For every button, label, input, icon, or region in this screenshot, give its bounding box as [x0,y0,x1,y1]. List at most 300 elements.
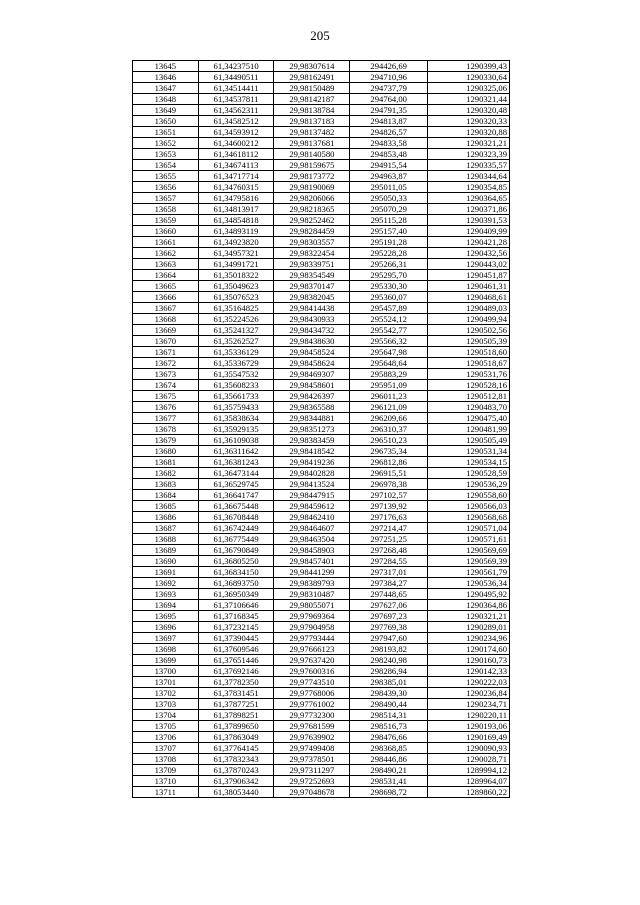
x-coordinate-cell: 298490,44 [350,699,428,710]
x-coordinate-cell: 297384,27 [350,578,428,589]
x-coordinate-cell: 296310,37 [350,424,428,435]
table-row [133,325,510,336]
latitude-cell: 61,36790849 [198,545,274,556]
x-coordinate-cell: 295951,09 [350,380,428,391]
latitude-cell: 61,34674113 [198,160,274,171]
y-coordinate-cell: 1290505,39 [428,336,510,347]
latitude-cell: 61,35838634 [198,413,274,424]
table-row [133,479,510,490]
latitude-cell: 61,34991721 [198,259,274,270]
longitude-cell: 29,98138784 [274,105,350,116]
longitude-cell: 29,98354549 [274,270,350,281]
y-coordinate-cell: 1290391,53 [428,215,510,226]
x-coordinate-cell: 295115,28 [350,215,428,226]
point-number-cell: 13650 [133,116,199,127]
y-coordinate-cell: 1290320,88 [428,127,510,138]
x-coordinate-cell: 295542,77 [350,325,428,336]
table-row [133,204,510,215]
y-coordinate-cell: 1289964,07 [428,776,510,787]
x-coordinate-cell: 294915,54 [350,160,428,171]
table-row [133,61,510,72]
y-coordinate-cell: 1290344,64 [428,171,510,182]
table-row [133,600,510,611]
longitude-cell: 29,98218365 [274,204,350,215]
y-coordinate-cell: 1290534,15 [428,457,510,468]
longitude-cell: 29,98140580 [274,149,350,160]
y-coordinate-cell: 1290443,02 [428,259,510,270]
y-coordinate-cell: 1290354,85 [428,182,510,193]
table-row [133,688,510,699]
table-row [133,149,510,160]
y-coordinate-cell: 1290432,56 [428,248,510,259]
longitude-cell: 29,98458524 [274,347,350,358]
point-number-cell: 13693 [133,589,199,600]
longitude-cell: 29,98137183 [274,116,350,127]
point-number-cell: 13706 [133,732,199,743]
table-row [133,193,510,204]
y-coordinate-cell: 1290451,87 [428,270,510,281]
table-row [133,776,510,787]
latitude-cell: 61,34813917 [198,204,274,215]
x-coordinate-cell: 295647,98 [350,347,428,358]
point-number-cell: 13681 [133,457,199,468]
longitude-cell: 29,97761002 [274,699,350,710]
x-coordinate-cell: 297317,01 [350,567,428,578]
longitude-cell: 29,98252462 [274,215,350,226]
table-row [133,710,510,721]
latitude-cell: 61,34514411 [198,83,274,94]
y-coordinate-cell: 1290558,60 [428,490,510,501]
table-row [133,292,510,303]
latitude-cell: 61,35076523 [198,292,274,303]
latitude-cell: 61,36775449 [198,534,274,545]
table-row [133,160,510,171]
longitude-cell: 29,98430933 [274,314,350,325]
longitude-cell: 29,98137482 [274,127,350,138]
y-coordinate-cell: 1289860,22 [428,787,510,798]
y-coordinate-cell: 1290335,57 [428,160,510,171]
longitude-cell: 29,98190069 [274,182,350,193]
y-coordinate-cell: 1290325,06 [428,83,510,94]
longitude-cell: 29,98310487 [274,589,350,600]
point-number-cell: 13649 [133,105,199,116]
x-coordinate-cell: 298490,21 [350,765,428,776]
table-row [133,655,510,666]
longitude-cell: 29,98457401 [274,556,350,567]
point-number-cell: 13668 [133,314,199,325]
longitude-cell: 29,98438630 [274,336,350,347]
latitude-cell: 61,36742449 [198,523,274,534]
latitude-cell: 61,34717714 [198,171,274,182]
latitude-cell: 61,37692146 [198,666,274,677]
latitude-cell: 61,36950349 [198,589,274,600]
table-row [133,413,510,424]
latitude-cell: 61,34957321 [198,248,274,259]
latitude-cell: 61,34582512 [198,116,274,127]
x-coordinate-cell: 298368,85 [350,743,428,754]
y-coordinate-cell: 1290569,39 [428,556,510,567]
latitude-cell: 61,34490511 [198,72,274,83]
latitude-cell: 61,37870243 [198,765,274,776]
point-number-cell: 13648 [133,94,199,105]
longitude-cell: 29,98150489 [274,83,350,94]
table-row [133,391,510,402]
table-row [133,94,510,105]
latitude-cell: 61,38053440 [198,787,274,798]
x-coordinate-cell: 298286,94 [350,666,428,677]
longitude-cell: 29,98426397 [274,391,350,402]
x-coordinate-cell: 295157,40 [350,226,428,237]
table-row [133,380,510,391]
table-row [133,765,510,776]
x-coordinate-cell: 294813,87 [350,116,428,127]
longitude-cell: 29,98173772 [274,171,350,182]
table-row [133,611,510,622]
y-coordinate-cell: 1290169,49 [428,732,510,743]
latitude-cell: 61,35336129 [198,347,274,358]
point-number-cell: 13666 [133,292,199,303]
longitude-cell: 29,98441299 [274,567,350,578]
longitude-cell: 29,98351273 [274,424,350,435]
point-number-cell: 13688 [133,534,199,545]
point-number-cell: 13694 [133,600,199,611]
point-number-cell: 13645 [133,61,199,72]
y-coordinate-cell: 1290512,81 [428,391,510,402]
latitude-cell: 61,35336729 [198,358,274,369]
table-row [133,182,510,193]
x-coordinate-cell: 294710,96 [350,72,428,83]
x-coordinate-cell: 295191,28 [350,237,428,248]
x-coordinate-cell: 297251,25 [350,534,428,545]
point-number-cell: 13671 [133,347,199,358]
y-coordinate-cell: 1290222,03 [428,677,510,688]
x-coordinate-cell: 297139,92 [350,501,428,512]
point-number-cell: 13710 [133,776,199,787]
latitude-cell: 61,36311642 [198,446,274,457]
y-coordinate-cell: 1290090,93 [428,743,510,754]
latitude-cell: 61,37232145 [198,622,274,633]
y-coordinate-cell: 1290571,04 [428,523,510,534]
point-number-cell: 13676 [133,402,199,413]
latitude-cell: 61,37831451 [198,688,274,699]
point-number-cell: 13661 [133,237,199,248]
longitude-cell: 29,98462410 [274,512,350,523]
table-row [133,677,510,688]
longitude-cell: 29,98383459 [274,435,350,446]
latitude-cell: 61,37609546 [198,644,274,655]
y-coordinate-cell: 1290561,79 [428,567,510,578]
x-coordinate-cell: 298446,86 [350,754,428,765]
latitude-cell: 61,34923820 [198,237,274,248]
y-coordinate-cell: 1290468,61 [428,292,510,303]
point-number-cell: 13697 [133,633,199,644]
longitude-cell: 29,97048678 [274,787,350,798]
point-number-cell: 13674 [133,380,199,391]
latitude-cell: 61,36675448 [198,501,274,512]
point-number-cell: 13669 [133,325,199,336]
table-row [133,567,510,578]
table-row [133,116,510,127]
longitude-cell: 29,98463504 [274,534,350,545]
y-coordinate-cell: 1290160,73 [428,655,510,666]
x-coordinate-cell: 295457,89 [350,303,428,314]
latitude-cell: 61,37832343 [198,754,274,765]
longitude-cell: 29,98370147 [274,281,350,292]
longitude-cell: 29,98414438 [274,303,350,314]
table-row [133,490,510,501]
y-coordinate-cell: 1290364,65 [428,193,510,204]
latitude-cell: 61,36641747 [198,490,274,501]
y-coordinate-cell: 1290371,86 [428,204,510,215]
latitude-cell: 61,34237510 [198,61,274,72]
point-number-cell: 13660 [133,226,199,237]
x-coordinate-cell: 298531,41 [350,776,428,787]
point-number-cell: 13670 [133,336,199,347]
latitude-cell: 61,35164825 [198,303,274,314]
point-number-cell: 13657 [133,193,199,204]
latitude-cell: 61,37906342 [198,776,274,787]
x-coordinate-cell: 298516,73 [350,721,428,732]
latitude-cell: 61,37106646 [198,600,274,611]
longitude-cell: 29,98458624 [274,358,350,369]
y-coordinate-cell: 1290399,43 [428,61,510,72]
latitude-cell: 61,36109038 [198,435,274,446]
x-coordinate-cell: 296812,86 [350,457,428,468]
latitude-cell: 61,35224526 [198,314,274,325]
point-number-cell: 13662 [133,248,199,259]
latitude-cell: 61,36893750 [198,578,274,589]
longitude-cell: 29,98322454 [274,248,350,259]
x-coordinate-cell: 297284,55 [350,556,428,567]
point-number-cell: 13701 [133,677,199,688]
latitude-cell: 61,37898251 [198,710,274,721]
x-coordinate-cell: 295228,28 [350,248,428,259]
longitude-cell: 29,98339751 [274,259,350,270]
y-coordinate-cell: 1290518,60 [428,347,510,358]
table-row [133,457,510,468]
y-coordinate-cell: 1290409,99 [428,226,510,237]
longitude-cell: 29,97311297 [274,765,350,776]
latitude-cell: 61,37390445 [198,633,274,644]
table-row [133,248,510,259]
latitude-cell: 61,36381243 [198,457,274,468]
table-row [133,787,510,798]
coordinates-table [132,60,510,798]
longitude-cell: 29,98434732 [274,325,350,336]
y-coordinate-cell: 1290531,76 [428,369,510,380]
longitude-cell: 29,97252693 [274,776,350,787]
point-number-cell: 13699 [133,655,199,666]
table-row [133,402,510,413]
longitude-cell: 29,98055071 [274,600,350,611]
point-number-cell: 13685 [133,501,199,512]
longitude-cell: 29,97600316 [274,666,350,677]
table-row [133,644,510,655]
x-coordinate-cell: 295883,29 [350,369,428,380]
x-coordinate-cell: 298514,31 [350,710,428,721]
longitude-cell: 29,98389793 [274,578,350,589]
table-row [133,215,510,226]
table-row [133,369,510,380]
longitude-cell: 29,98206066 [274,193,350,204]
x-coordinate-cell: 295070,29 [350,204,428,215]
longitude-cell: 29,98303557 [274,237,350,248]
longitude-cell: 29,98382045 [274,292,350,303]
y-coordinate-cell: 1290289,01 [428,622,510,633]
longitude-cell: 29,98344881 [274,413,350,424]
point-number-cell: 13698 [133,644,199,655]
point-number-cell: 13692 [133,578,199,589]
x-coordinate-cell: 297947,60 [350,633,428,644]
y-coordinate-cell: 1290323,39 [428,149,510,160]
y-coordinate-cell: 1290483,70 [428,402,510,413]
point-number-cell: 13672 [133,358,199,369]
table-row [133,699,510,710]
latitude-cell: 61,34562311 [198,105,274,116]
table-row [133,138,510,149]
y-coordinate-cell: 1290531,34 [428,446,510,457]
x-coordinate-cell: 296011,23 [350,391,428,402]
x-coordinate-cell: 295648,64 [350,358,428,369]
y-coordinate-cell: 1290028,71 [428,754,510,765]
table-row [133,633,510,644]
point-number-cell: 13689 [133,545,199,556]
table-row [133,358,510,369]
x-coordinate-cell: 296510,23 [350,435,428,446]
point-number-cell: 13663 [133,259,199,270]
y-coordinate-cell: 1290320,48 [428,105,510,116]
point-number-cell: 13702 [133,688,199,699]
x-coordinate-cell: 298439,30 [350,688,428,699]
longitude-cell: 29,98307614 [274,61,350,72]
latitude-cell: 61,34854818 [198,215,274,226]
latitude-cell: 61,37863049 [198,732,274,743]
latitude-cell: 61,36834150 [198,567,274,578]
table-row [133,105,510,116]
table-row [133,171,510,182]
longitude-cell: 29,98447915 [274,490,350,501]
latitude-cell: 61,34795816 [198,193,274,204]
table-row [133,732,510,743]
latitude-cell: 61,35241327 [198,325,274,336]
table-row [133,83,510,94]
x-coordinate-cell: 297769,38 [350,622,428,633]
table-row [133,622,510,633]
longitude-cell: 29,97637420 [274,655,350,666]
point-number-cell: 13700 [133,666,199,677]
latitude-cell: 61,36805250 [198,556,274,567]
latitude-cell: 61,34893119 [198,226,274,237]
table-row [133,556,510,567]
point-number-cell: 13695 [133,611,199,622]
latitude-cell: 61,36529745 [198,479,274,490]
table-row [133,534,510,545]
x-coordinate-cell: 294833,58 [350,138,428,149]
point-number-cell: 13655 [133,171,199,182]
latitude-cell: 61,35608233 [198,380,274,391]
longitude-cell: 29,97499408 [274,743,350,754]
y-coordinate-cell: 1290502,56 [428,325,510,336]
x-coordinate-cell: 295330,30 [350,281,428,292]
longitude-cell: 29,97904958 [274,622,350,633]
table-row [133,259,510,270]
point-number-cell: 13687 [133,523,199,534]
table-row [133,424,510,435]
y-coordinate-cell: 1290495,92 [428,589,510,600]
latitude-cell: 61,34760315 [198,182,274,193]
y-coordinate-cell: 1290489,03 [428,303,510,314]
x-coordinate-cell: 297214,47 [350,523,428,534]
table-row [133,578,510,589]
point-number-cell: 13673 [133,369,199,380]
point-number-cell: 13684 [133,490,199,501]
latitude-cell: 61,34600212 [198,138,274,149]
table-row [133,226,510,237]
longitude-cell: 29,98162491 [274,72,350,83]
x-coordinate-cell: 296735,34 [350,446,428,457]
x-coordinate-cell: 294853,48 [350,149,428,160]
latitude-cell: 61,35929135 [198,424,274,435]
x-coordinate-cell: 295524,12 [350,314,428,325]
point-number-cell: 13656 [133,182,199,193]
x-coordinate-cell: 298193,82 [350,644,428,655]
point-number-cell: 13654 [133,160,199,171]
x-coordinate-cell: 294764,00 [350,94,428,105]
point-number-cell: 13664 [133,270,199,281]
x-coordinate-cell: 297627,06 [350,600,428,611]
y-coordinate-cell: 1290321,21 [428,138,510,149]
longitude-cell: 29,97732300 [274,710,350,721]
latitude-cell: 61,34593912 [198,127,274,138]
x-coordinate-cell: 294737,79 [350,83,428,94]
longitude-cell: 29,98159675 [274,160,350,171]
point-number-cell: 13690 [133,556,199,567]
x-coordinate-cell: 297697,23 [350,611,428,622]
longitude-cell: 29,97768006 [274,688,350,699]
y-coordinate-cell: 1290536,34 [428,578,510,589]
table-row [133,336,510,347]
x-coordinate-cell: 295011,05 [350,182,428,193]
x-coordinate-cell: 296209,66 [350,413,428,424]
table-row [133,743,510,754]
latitude-cell: 61,35547532 [198,369,274,380]
longitude-cell: 29,97681599 [274,721,350,732]
table-row [133,666,510,677]
point-number-cell: 13707 [133,743,199,754]
y-coordinate-cell: 1290364,86 [428,600,510,611]
y-coordinate-cell: 1290193,06 [428,721,510,732]
y-coordinate-cell: 1290421,28 [428,237,510,248]
point-number-cell: 13709 [133,765,199,776]
latitude-cell: 61,37899650 [198,721,274,732]
y-coordinate-cell: 1290142,33 [428,666,510,677]
y-coordinate-cell: 1290566,03 [428,501,510,512]
y-coordinate-cell: 1290461,31 [428,281,510,292]
longitude-cell: 29,98402828 [274,468,350,479]
y-coordinate-cell: 1290174,60 [428,644,510,655]
y-coordinate-cell: 1290236,84 [428,688,510,699]
latitude-cell: 61,36708448 [198,512,274,523]
longitude-cell: 29,97793444 [274,633,350,644]
x-coordinate-cell: 294791,35 [350,105,428,116]
point-number-cell: 13678 [133,424,199,435]
latitude-cell: 61,37651446 [198,655,274,666]
point-number-cell: 13711 [133,787,199,798]
point-number-cell: 13682 [133,468,199,479]
x-coordinate-cell: 294826,57 [350,127,428,138]
table-row [133,501,510,512]
longitude-cell: 29,97666123 [274,644,350,655]
